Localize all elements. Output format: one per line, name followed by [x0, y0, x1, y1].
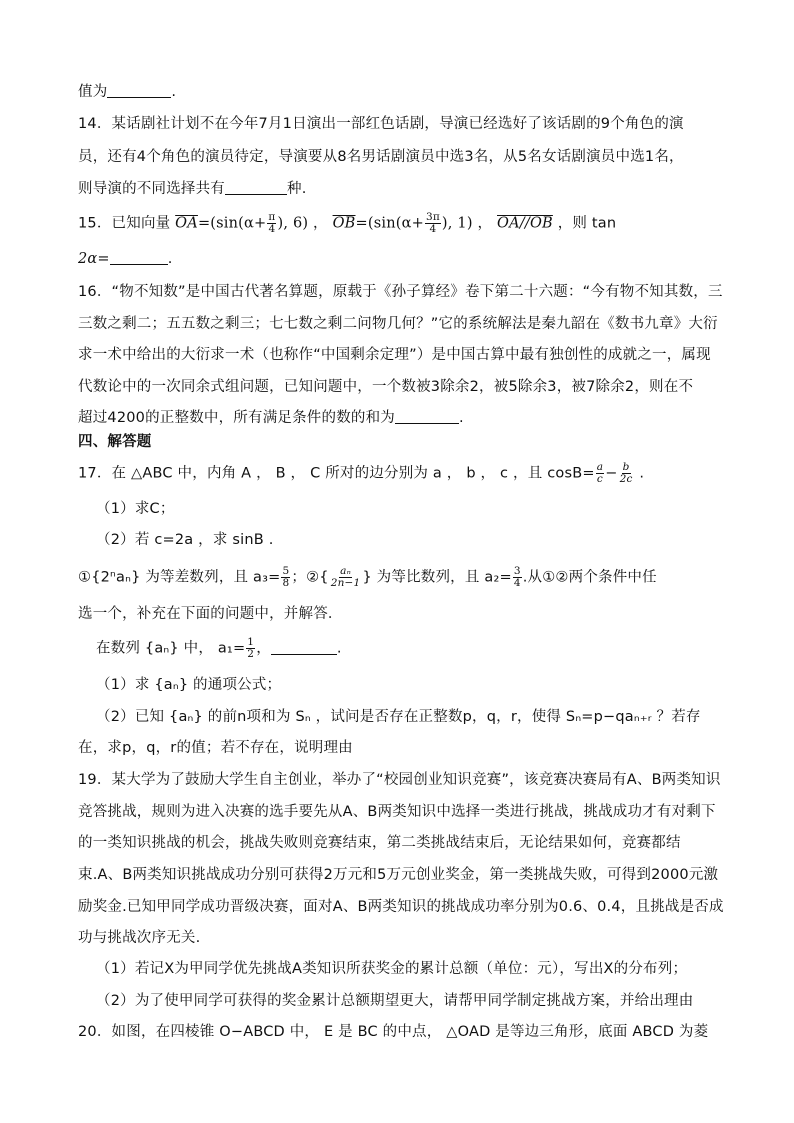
text: 15．已知向量 [78, 215, 171, 232]
text: 则导演的不同选择共有 [78, 181, 225, 197]
denominator: 8 [282, 577, 290, 589]
answer-blank [271, 639, 337, 655]
vector-oa: $\overline{OA}$ [175, 215, 198, 232]
answer-blank [107, 82, 171, 98]
q13-tail-line [78, 82, 176, 104]
text: ， [313, 215, 328, 232]
numerator: b [622, 461, 630, 473]
q18-part-2: （2）已知 {aₙ} 的前n项和为 Sₙ ，试问是否存在正整数p，q，r，使得 Sₙ=p−qaₙ₊ᵣ ？若存 [96, 709, 701, 725]
math: ), 1) [441, 215, 473, 232]
numerator: 3π [425, 211, 440, 223]
q19-line-6: 功与挑战次序无关. [78, 930, 201, 946]
fraction [619, 462, 634, 485]
math: 2α= [78, 251, 110, 267]
numerator: a [596, 461, 604, 473]
answer-blank [225, 179, 287, 195]
denominator: 4 [513, 577, 521, 589]
denominator: 4 [429, 223, 437, 235]
numerator: 5 [282, 565, 290, 577]
text: 种. [287, 181, 307, 197]
math: =(sin(α+ [355, 215, 424, 232]
text: ；②{ [291, 569, 329, 586]
text: . [459, 410, 464, 426]
q15-line-1 [78, 212, 616, 234]
answer-blank [110, 249, 168, 265]
q14-line-3 [78, 179, 307, 201]
q19-line-3: 的一类知识挑战的机会，挑战失败则竞赛结束，第二类挑战结束后，无论结果如何，竞赛都结 [78, 835, 681, 851]
text: . [171, 84, 177, 100]
text: ， [477, 215, 493, 232]
q18-line-1 [78, 566, 657, 588]
denominator: c [596, 473, 604, 485]
q17-line [78, 462, 644, 484]
q18-line-3 [96, 637, 342, 659]
fraction [246, 637, 255, 660]
q16-line-5 [78, 408, 464, 430]
vector-ob: $\overline{OB}$ [332, 215, 356, 232]
text: 值为 [78, 84, 108, 100]
numerator: 3 [513, 565, 521, 577]
math: − [605, 465, 618, 482]
denominator: 2c [619, 473, 633, 485]
text: } 为等比数列，且 a₂= [362, 569, 512, 586]
denominator: 4 [268, 223, 276, 235]
q19-line-4: 束.A、B两类知识挑战成功分别可获得2万元和5万元创业奖金，第一类挑战失败，可得到2000元激 [78, 867, 719, 883]
text: ，则 tan [557, 215, 617, 232]
section-heading: 四、解答题 [78, 434, 152, 450]
q18-line-2: 选一个，补充在下面的问题中，并解答． [78, 606, 343, 622]
q14-line-1: 14．某话剧社计划不在今年7月1日演出一部红色话剧，导演已经选好了该话剧的9个角色的演 [78, 116, 684, 132]
math: ), 6) [277, 215, 309, 232]
q18-part-1: （1）求 {aₙ} 的通项公式； [96, 677, 282, 693]
denominator: 2 [247, 648, 255, 660]
denominator: 2n−1 [330, 577, 361, 589]
fraction [267, 212, 276, 235]
fraction [281, 566, 290, 589]
q19-line-1: 19．某大学为了鼓励大学生自主创业，举办了“校园创业知识竞赛”，该竞赛决赛局有A、B两类知识 [78, 772, 721, 788]
numerator: 1 [247, 636, 255, 648]
math: =(sin(α+ [197, 215, 267, 232]
vector-parallel: OA//OB [497, 215, 553, 232]
q16-line-2: 三数之剩二；五五数之剩三；七七数之剩二问物几何？”它的系统解法是秦九韶在《数书九章》大衍 [78, 316, 718, 332]
q17-part-2: （2）若 c=2a ，求 sinB . [96, 532, 274, 548]
text: 超过4200的正整数中，所有满足条件的数的和为 [78, 410, 395, 426]
text: . [639, 465, 645, 482]
answer-blank [395, 408, 459, 424]
fraction [513, 566, 522, 589]
text: 在数列 {aₙ} 中， a₁= [96, 640, 246, 657]
q16-line-4: 代数论中的一次同余式组问题，已知问题中，一个数被3除余2，被5除余3，被7除余2，则在不 [78, 379, 694, 395]
q19-line-5: 励奖金.已知甲同学成功晋级决赛，面对A、B两类知识的挑战成功率分别为0.6、0.4，且挑战是否成 [78, 899, 724, 915]
text: . [336, 640, 342, 657]
fraction [425, 212, 441, 235]
q19-part-2: （2）为了使甲同学可获得的奖金累计总额期望更大，请帮甲同学制定挑战方案，并给出理由 [96, 993, 694, 1009]
q15-line-2 [78, 249, 173, 271]
q18-part-2-cont: 在，求p，q，r的值；若不存在，说明理由 [78, 740, 353, 756]
q19-part-1: （1）若记X为甲同学优先挑战A类知识所获奖金的累计总额（单位：元），写出X的分布列； [96, 961, 688, 977]
q17-part-1: （1）求C； [96, 501, 175, 517]
numerator: π [268, 211, 276, 223]
text: .从①②两个条件中任 [522, 569, 657, 586]
q16-line-1: 16．“物不知数”是中国古代著名算题，原载于《孙子算经》卷下第二十六题：“今有物不知其数，三 [78, 284, 723, 300]
q16-line-3: 求一术中给出的大衍求一术（也称作“中国剩余定理”）是中国古算中最有独创性的成就之一，属现 [78, 347, 711, 363]
text: ①{2ⁿaₙ} 为等差数列，且 a₃= [78, 569, 281, 586]
fraction [596, 462, 604, 485]
numerator: aₙ [340, 565, 352, 577]
text: 17．在 △ABC 中，内角 A ， B ， C 所对的边分别为 a ， b ， c ，且 cosB= [78, 465, 595, 482]
fraction [330, 566, 362, 589]
text: ， [256, 640, 271, 657]
q19-line-2: 竞答挑战，规则为进入决赛的选手要先从A、B两类知识中选择一类进行挑战，挑战成功才有对剩下 [78, 804, 716, 820]
text: . [167, 251, 173, 267]
q20-line-1: 20．如图，在四棱锥 O−ABCD 中， E 是 BC 的中点， △OAD 是等边三角形，底面 ABCD 为菱 [78, 1024, 709, 1040]
q14-line-2: 员，还有4个角色的演员待定，导演要从8名男话剧演员中选3名，从5名女话剧演员中选1名， [78, 149, 684, 165]
